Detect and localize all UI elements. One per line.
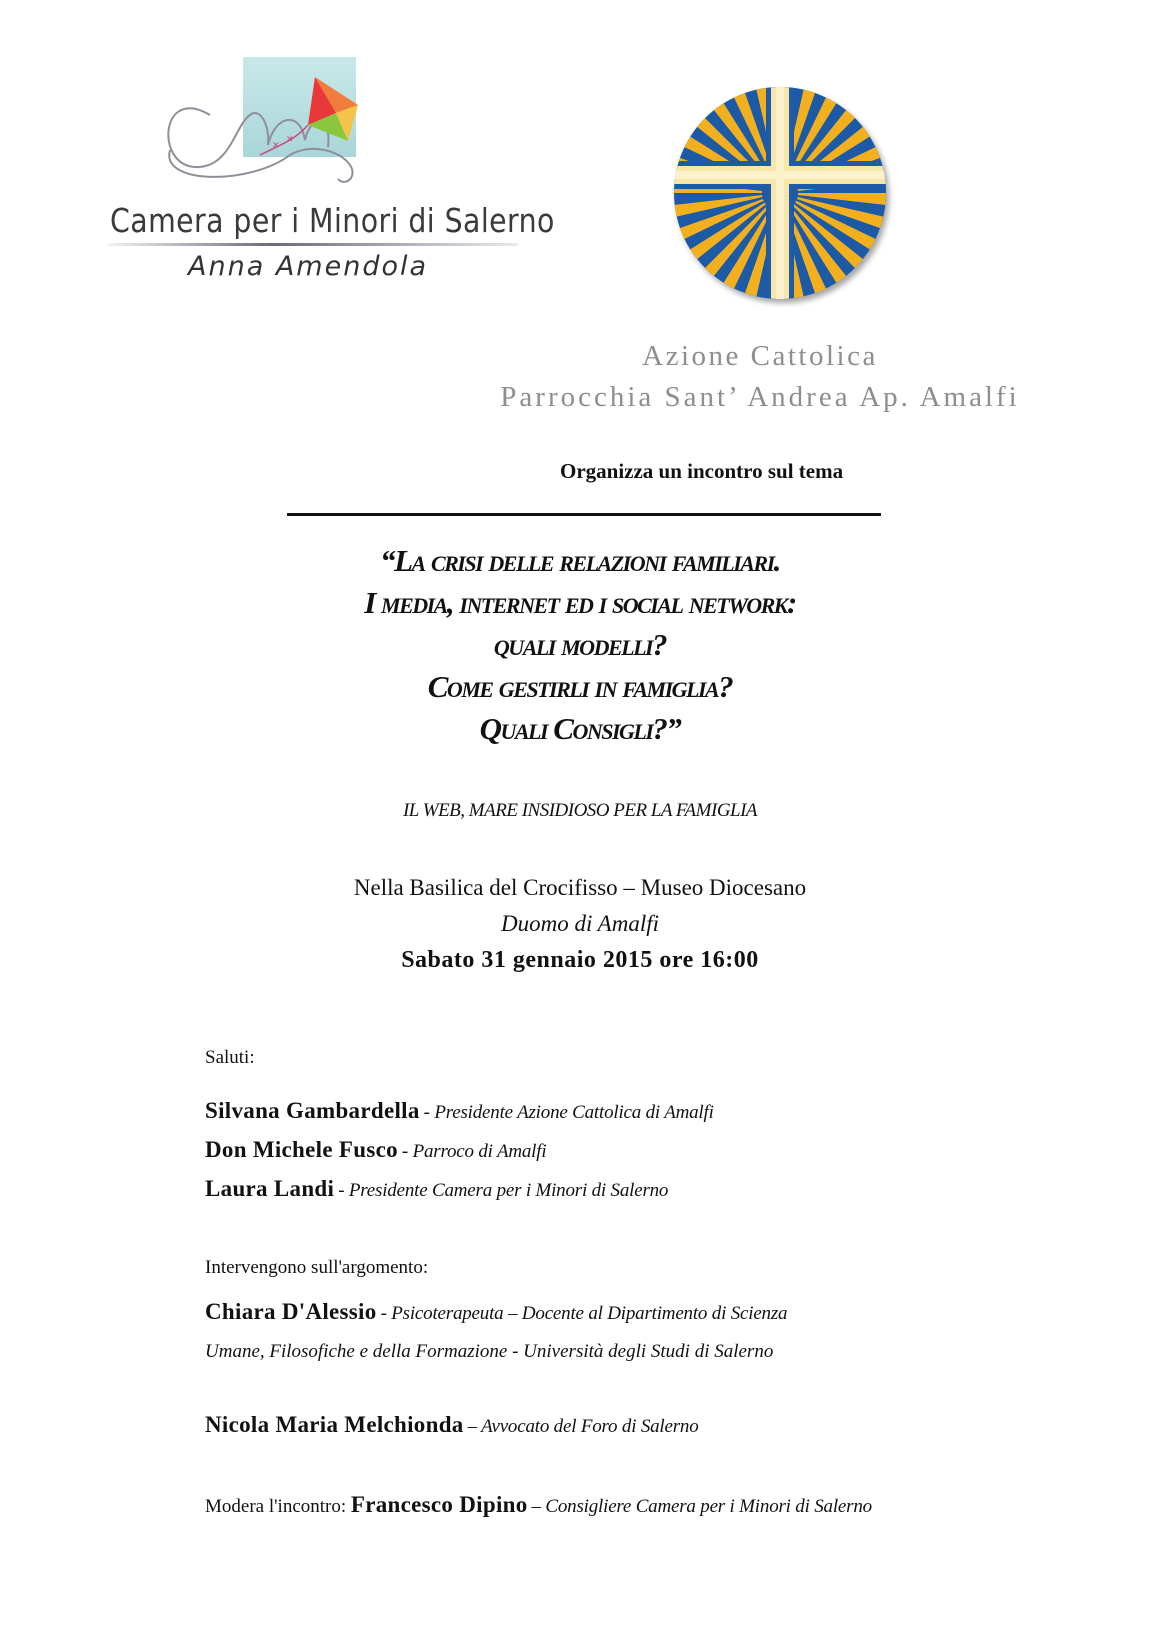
speaker-row (205, 1412, 699, 1438)
speaker-row (205, 1299, 787, 1325)
moderator-name: Francesco Dipino (350, 1492, 528, 1517)
moderator-row (205, 1492, 872, 1518)
camera-minori-name: Camera per i Minori di Salerno (110, 201, 555, 240)
venue-location: Duomo di Amalfi (500, 911, 660, 936)
camera-minori-logo (100, 55, 555, 305)
speaker-name: Don Michele Fusco (205, 1137, 398, 1162)
speaker-role: - Presidente Camera per i Minori di Salerno (338, 1180, 669, 1201)
theme-line: Quali Consigli?” (479, 711, 681, 746)
speaker-name: Silvana Gambardella (205, 1098, 420, 1123)
speaker-role: - Psicoterapeuta – Docente al Dipartimento di Scienza (380, 1303, 788, 1324)
speaker-name: Chiara D'Alessio (205, 1299, 377, 1324)
svg-text:✕: ✕ (286, 135, 294, 145)
speaker-row (205, 1176, 668, 1202)
speaker-role: - Parroco di Amalfi (401, 1141, 547, 1162)
speaker-row (205, 1098, 714, 1124)
speaker-row (205, 1137, 546, 1163)
section-divider (287, 513, 881, 516)
moderator-role: – Consigliere Camera per i Minori di Salerno (531, 1496, 872, 1517)
moderator-label: Modera l'incontro: (205, 1496, 351, 1517)
speaker-role-continued: Umane, Filosofiche e della Formazione - Università degli Studi di Salerno (205, 1341, 774, 1362)
theme-subtitle: IL WEB, MARE INSIDIOSO PER LA FAMIGLIA (402, 800, 758, 821)
organizer-name: Azione Cattolica (642, 340, 878, 372)
camera-minori-subtitle: Anna Amendola (188, 251, 429, 282)
azione-cattolica-cross-emblem-icon (665, 78, 895, 308)
organizer-parish: Parrocchia Sant’ Andrea Ap. Amalfi (500, 381, 1020, 413)
speaker-role: – Avvocato del Foro di Salerno (467, 1416, 699, 1437)
event-intro: Organizza un incontro sul tema (560, 459, 844, 483)
svg-text:✕: ✕ (272, 141, 280, 151)
theme-line: I media, internet ed i social network: (364, 585, 796, 620)
speaker-name: Laura Landi (205, 1176, 335, 1201)
speaker-name: Nicola Maria Melchionda (205, 1412, 464, 1437)
kite-logo-icon (100, 55, 520, 215)
event-date-time: Sabato 31 gennaio 2015 ore 16:00 (401, 947, 759, 973)
theme-line: “La crisi delle relazioni familiari. (380, 543, 780, 578)
venue-place: Nella Basilica del Crocifisso – Museo Diocesano (353, 875, 807, 900)
theme-line: quali modelli? (493, 627, 667, 662)
azione-cattolica-emblem (665, 78, 895, 308)
interventi-label: Intervengono sull'argomento: (205, 1257, 429, 1278)
theme-line: Come gestirli in famiglia? (427, 669, 733, 704)
event-theme (200, 540, 960, 750)
speaker-role: - Presidente Azione Cattolica di Amalfi (423, 1102, 714, 1123)
logo-divider (108, 243, 518, 246)
saluti-label: Saluti: (205, 1047, 255, 1068)
